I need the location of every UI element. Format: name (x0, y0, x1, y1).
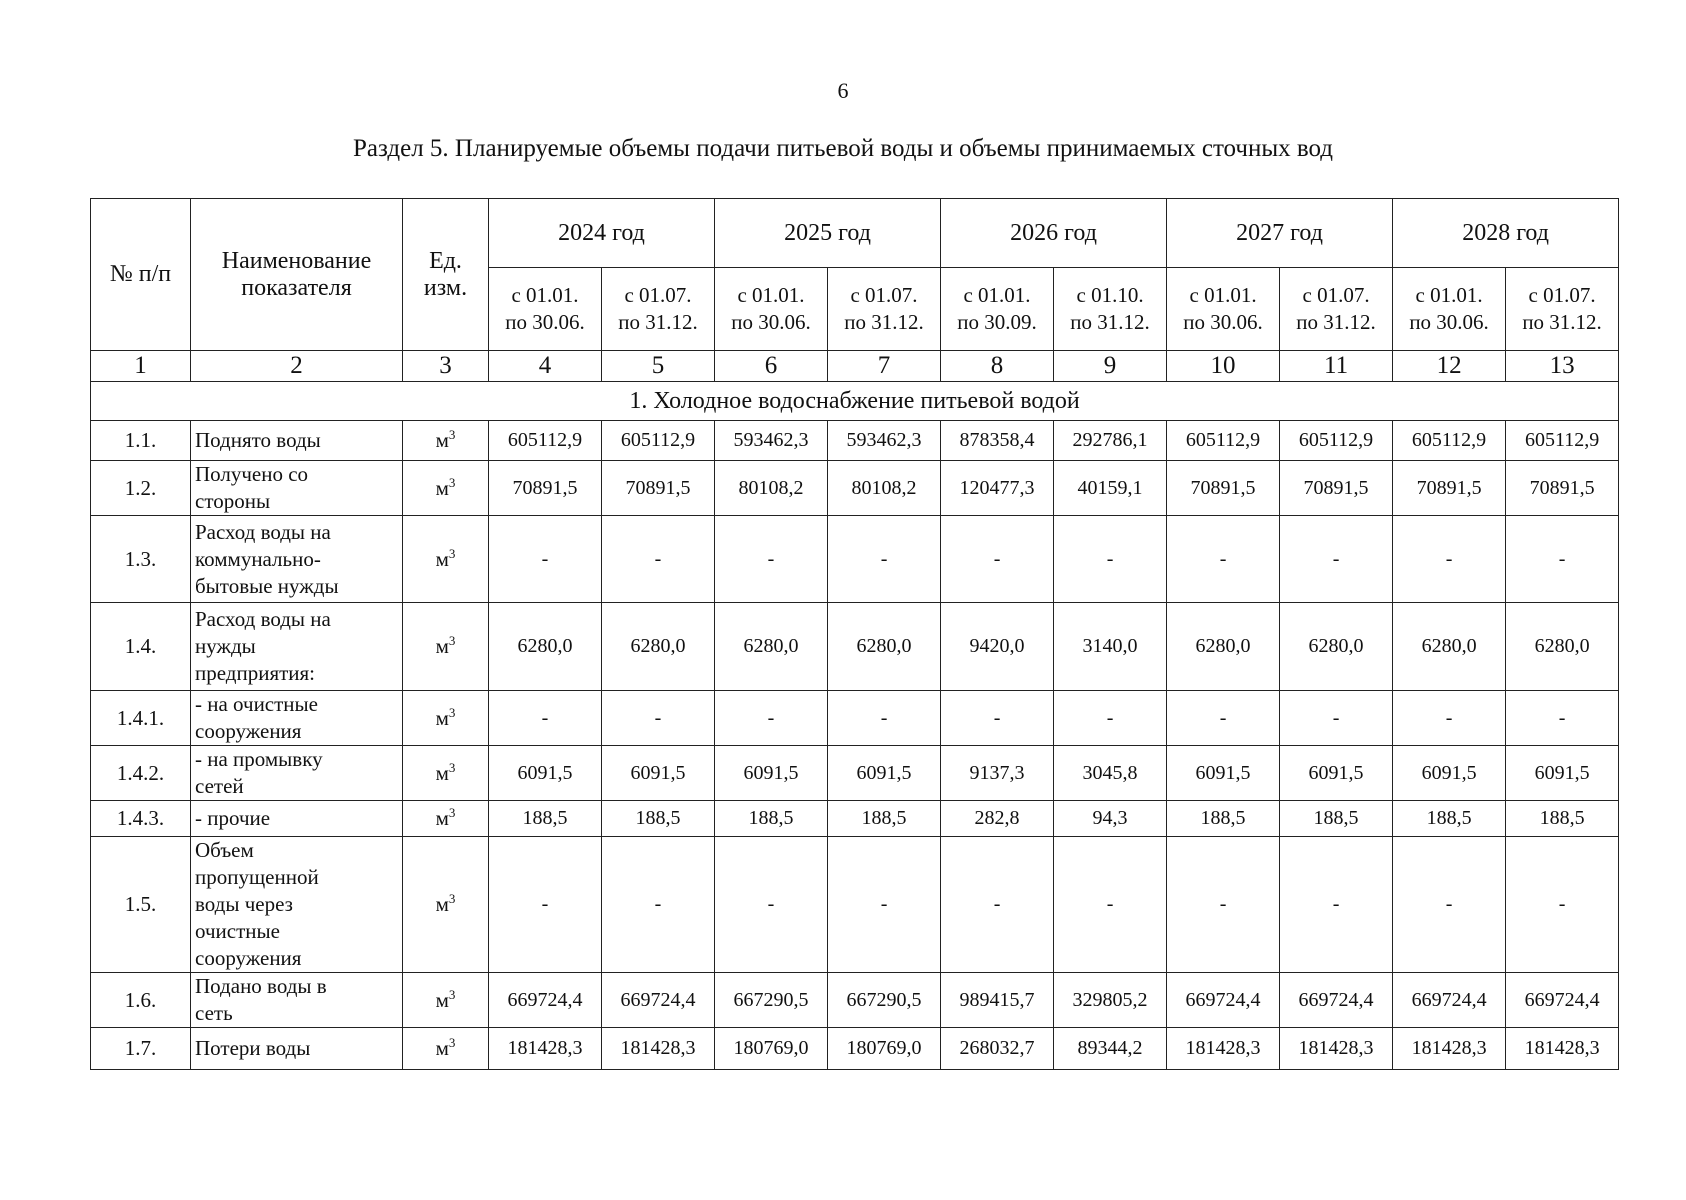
value-cell: - (1506, 516, 1619, 603)
header-year-2024: 2024 год (489, 199, 715, 268)
value-cell: 89344,2 (1054, 1028, 1167, 1070)
value-cell: 3045,8 (1054, 746, 1167, 801)
header-period-line: с 01.01. (511, 283, 579, 307)
header-num: № п/п (91, 199, 191, 351)
value-cell: - (715, 837, 828, 973)
value-cell: 188,5 (489, 801, 602, 837)
unit-base: м (435, 987, 449, 1012)
column-numbers-row (91, 351, 1619, 382)
header-year-2026: 2026 год (941, 199, 1167, 268)
unit-exponent: 3 (448, 1035, 456, 1050)
value-cell: 6280,0 (602, 603, 715, 691)
value-cell: 6091,5 (1280, 746, 1393, 801)
value-cell: 180769,0 (828, 1028, 941, 1070)
unit-base: м (435, 806, 449, 830)
value-cell: 669724,4 (602, 973, 715, 1028)
unit-base: м (435, 705, 449, 730)
row-unit (403, 837, 489, 973)
row-number: 1.5. (91, 837, 191, 973)
value-cell: 989415,7 (941, 973, 1054, 1028)
row-number: 1.4. (91, 603, 191, 691)
value-cell: 188,5 (1280, 801, 1393, 837)
value-cell: 80108,2 (828, 461, 941, 516)
value-cell: 70891,5 (1167, 461, 1280, 516)
column-number: 3 (403, 351, 489, 382)
value-cell: 181428,3 (1280, 1028, 1393, 1070)
value-cell: - (1506, 691, 1619, 746)
row-unit (403, 1028, 489, 1070)
value-cell: 282,8 (941, 801, 1054, 837)
value-cell: - (1280, 691, 1393, 746)
value-cell: 6280,0 (715, 603, 828, 691)
value-cell: 181428,3 (602, 1028, 715, 1070)
column-number: 2 (191, 351, 403, 382)
unit-base: м (435, 428, 449, 452)
value-cell: - (1393, 691, 1506, 746)
header-period-line: с 01.07. (1528, 283, 1596, 307)
header-period-line: по 31.12. (618, 310, 698, 334)
column-number: 12 (1393, 351, 1506, 382)
value-cell: - (1393, 837, 1506, 973)
row-unit (403, 691, 489, 746)
unit-exponent: 3 (448, 759, 456, 775)
row-number: 1.3. (91, 516, 191, 603)
value-cell: 6280,0 (489, 603, 602, 691)
unit-base: м (435, 760, 449, 785)
header-period-line: по 31.12. (1070, 310, 1150, 334)
unit-exponent: 3 (448, 427, 456, 442)
value-cell: - (489, 691, 602, 746)
value-cell: - (489, 516, 602, 603)
value-cell: 181428,3 (1506, 1028, 1619, 1070)
table-row (91, 516, 1619, 603)
unit-base: м (435, 546, 449, 571)
value-cell: 120477,3 (941, 461, 1054, 516)
value-cell: 6091,5 (602, 746, 715, 801)
value-cell: 605112,9 (1506, 421, 1619, 461)
header-period-line: с 01.10. (1076, 283, 1144, 307)
unit-base: м (435, 892, 449, 916)
row-unit (403, 801, 489, 837)
row-name: Получено со стороны (191, 461, 403, 516)
row-name: Потери воды (191, 1028, 403, 1070)
value-cell: 6091,5 (1506, 746, 1619, 801)
value-cell: - (602, 691, 715, 746)
value-cell: 6091,5 (828, 746, 941, 801)
header-period-line: по 31.12. (1296, 310, 1376, 334)
value-cell: 6280,0 (1167, 603, 1280, 691)
header-period-line: по 31.12. (1522, 310, 1602, 334)
value-cell: 188,5 (715, 801, 828, 837)
value-cell: 40159,1 (1054, 461, 1167, 516)
column-number: 1 (91, 351, 191, 382)
row-name: - на очистные сооружения (191, 691, 403, 746)
row-name: Расход воды на нужды предприятия: (191, 603, 403, 691)
row-unit (403, 603, 489, 691)
row-number: 1.4.2. (91, 746, 191, 801)
header-period-line: с 01.07. (1302, 283, 1370, 307)
value-cell: 6091,5 (1167, 746, 1280, 801)
row-name: Поднято воды (191, 421, 403, 461)
table-row (91, 691, 1619, 746)
value-cell: - (489, 837, 602, 973)
value-cell: - (1393, 516, 1506, 603)
row-number: 1.4.1. (91, 691, 191, 746)
unit-exponent: 3 (448, 891, 456, 906)
header-period-line: по 30.06. (505, 310, 585, 334)
value-cell: 669724,4 (1393, 973, 1506, 1028)
header-period-line: по 30.06. (731, 310, 811, 334)
header-period-line: с 01.07. (850, 283, 918, 307)
unit-base: м (435, 1036, 449, 1060)
value-cell: 188,5 (602, 801, 715, 837)
value-cell: 9137,3 (941, 746, 1054, 801)
value-cell: 6091,5 (715, 746, 828, 801)
row-name: - на промывку сетей (191, 746, 403, 801)
value-cell: 667290,5 (828, 973, 941, 1028)
value-cell: 6091,5 (489, 746, 602, 801)
header-period (1506, 268, 1619, 351)
column-number: 13 (1506, 351, 1619, 382)
header-period (1054, 268, 1167, 351)
value-cell: 878358,4 (941, 421, 1054, 461)
column-number: 8 (941, 351, 1054, 382)
column-number: 10 (1167, 351, 1280, 382)
value-cell: 605112,9 (1280, 421, 1393, 461)
unit-exponent: 3 (448, 545, 456, 561)
value-cell: 669724,4 (1506, 973, 1619, 1028)
water-volumes-table (90, 198, 1619, 1070)
table-row (91, 746, 1619, 801)
value-cell: 6280,0 (1393, 603, 1506, 691)
unit-exponent: 3 (448, 805, 456, 820)
row-name: Подано воды в сеть (191, 973, 403, 1028)
value-cell: 593462,3 (715, 421, 828, 461)
value-cell: 6280,0 (828, 603, 941, 691)
value-cell: - (941, 837, 1054, 973)
header-unit: Ед. изм. (403, 199, 489, 351)
table-row (91, 837, 1619, 973)
header-period-line: по 30.09. (957, 310, 1037, 334)
value-cell: 181428,3 (1393, 1028, 1506, 1070)
unit-exponent: 3 (448, 704, 456, 720)
row-number: 1.1. (91, 421, 191, 461)
value-cell: - (828, 837, 941, 973)
value-cell: 6091,5 (1393, 746, 1506, 801)
unit-base: м (435, 475, 449, 500)
value-cell: 605112,9 (1167, 421, 1280, 461)
value-cell: 605112,9 (602, 421, 715, 461)
row-number: 1.2. (91, 461, 191, 516)
header-row-years (91, 199, 1619, 268)
value-cell: 292786,1 (1054, 421, 1167, 461)
row-name: Объем пропущенной воды через очистные сооружения (191, 837, 403, 973)
row-unit (403, 461, 489, 516)
value-cell: - (1054, 837, 1167, 973)
header-period (602, 268, 715, 351)
value-cell: 188,5 (1393, 801, 1506, 837)
column-number: 6 (715, 351, 828, 382)
value-cell: 70891,5 (602, 461, 715, 516)
header-period-line: с 01.01. (1415, 283, 1483, 307)
table-row (91, 421, 1619, 461)
header-year-2025: 2025 год (715, 199, 941, 268)
header-period-line: по 30.06. (1409, 310, 1489, 334)
value-cell: 180769,0 (715, 1028, 828, 1070)
value-cell: 188,5 (1167, 801, 1280, 837)
column-number: 9 (1054, 351, 1167, 382)
value-cell: 70891,5 (1393, 461, 1506, 516)
value-cell: 70891,5 (1506, 461, 1619, 516)
section-heading: 1. Холодное водоснабжение питьевой водой (91, 382, 1619, 421)
header-period (1280, 268, 1393, 351)
column-number: 4 (489, 351, 602, 382)
value-cell: 70891,5 (1280, 461, 1393, 516)
header-period-line: с 01.07. (624, 283, 692, 307)
header-year-2027: 2027 год (1167, 199, 1393, 268)
row-name: Расход воды на коммунально- бытовые нужды (191, 516, 403, 603)
table-row (91, 461, 1619, 516)
row-unit (403, 421, 489, 461)
value-cell: - (828, 691, 941, 746)
unit-base: м (435, 634, 449, 658)
value-cell: 667290,5 (715, 973, 828, 1028)
header-period (489, 268, 602, 351)
value-cell: 188,5 (1506, 801, 1619, 837)
row-unit (403, 516, 489, 603)
column-number: 11 (1280, 351, 1393, 382)
header-period-line: с 01.01. (1189, 283, 1257, 307)
row-unit (403, 746, 489, 801)
value-cell: 669724,4 (1280, 973, 1393, 1028)
table-row (91, 801, 1619, 837)
header-period (715, 268, 828, 351)
value-cell: - (602, 837, 715, 973)
value-cell: 268032,7 (941, 1028, 1054, 1070)
value-cell: - (602, 516, 715, 603)
header-period-line: с 01.01. (963, 283, 1031, 307)
value-cell: - (1054, 691, 1167, 746)
column-number: 7 (828, 351, 941, 382)
value-cell: - (828, 516, 941, 603)
header-period (941, 268, 1054, 351)
value-cell: 9420,0 (941, 603, 1054, 691)
value-cell: 70891,5 (489, 461, 602, 516)
value-cell: - (1054, 516, 1167, 603)
row-number: 1.6. (91, 973, 191, 1028)
value-cell: 94,3 (1054, 801, 1167, 837)
value-cell: 181428,3 (1167, 1028, 1280, 1070)
value-cell: 669724,4 (489, 973, 602, 1028)
table-row (91, 603, 1619, 691)
value-cell: 181428,3 (489, 1028, 602, 1070)
table-row (91, 973, 1619, 1028)
value-cell: 188,5 (828, 801, 941, 837)
table-row (91, 1028, 1619, 1070)
header-period (1167, 268, 1280, 351)
value-cell: 605112,9 (489, 421, 602, 461)
header-period (1393, 268, 1506, 351)
header-period-line: с 01.01. (737, 283, 805, 307)
header-year-2028: 2028 год (1393, 199, 1619, 268)
header-name: Наименование показателя (191, 199, 403, 351)
value-cell: - (1167, 691, 1280, 746)
value-cell: - (1280, 837, 1393, 973)
value-cell: - (1167, 837, 1280, 973)
value-cell: 593462,3 (828, 421, 941, 461)
value-cell: - (941, 516, 1054, 603)
header-period (828, 268, 941, 351)
row-number: 1.4.3. (91, 801, 191, 837)
header-period-line: по 30.06. (1183, 310, 1263, 334)
row-number: 1.7. (91, 1028, 191, 1070)
column-number: 5 (602, 351, 715, 382)
section-heading-row (91, 382, 1619, 421)
value-cell: 6280,0 (1506, 603, 1619, 691)
value-cell: 80108,2 (715, 461, 828, 516)
value-cell: - (715, 516, 828, 603)
section-title: Раздел 5. Планируемые объемы подачи питьевой воды и объемы принимаемых сточных вод (352, 135, 1334, 162)
value-cell: 6280,0 (1280, 603, 1393, 691)
value-cell: 329805,2 (1054, 973, 1167, 1028)
row-name: - прочие (191, 801, 403, 837)
value-cell: 3140,0 (1054, 603, 1167, 691)
unit-exponent: 3 (448, 986, 456, 1002)
value-cell: - (1506, 837, 1619, 973)
value-cell: - (941, 691, 1054, 746)
page-number: 6 (837, 78, 849, 103)
value-cell: 605112,9 (1393, 421, 1506, 461)
unit-exponent: 3 (448, 474, 456, 490)
value-cell: 669724,4 (1167, 973, 1280, 1028)
value-cell: - (1167, 516, 1280, 603)
header-period-line: по 31.12. (844, 310, 924, 334)
value-cell: - (1280, 516, 1393, 603)
value-cell: - (715, 691, 828, 746)
unit-exponent: 3 (448, 633, 456, 648)
row-unit (403, 973, 489, 1028)
